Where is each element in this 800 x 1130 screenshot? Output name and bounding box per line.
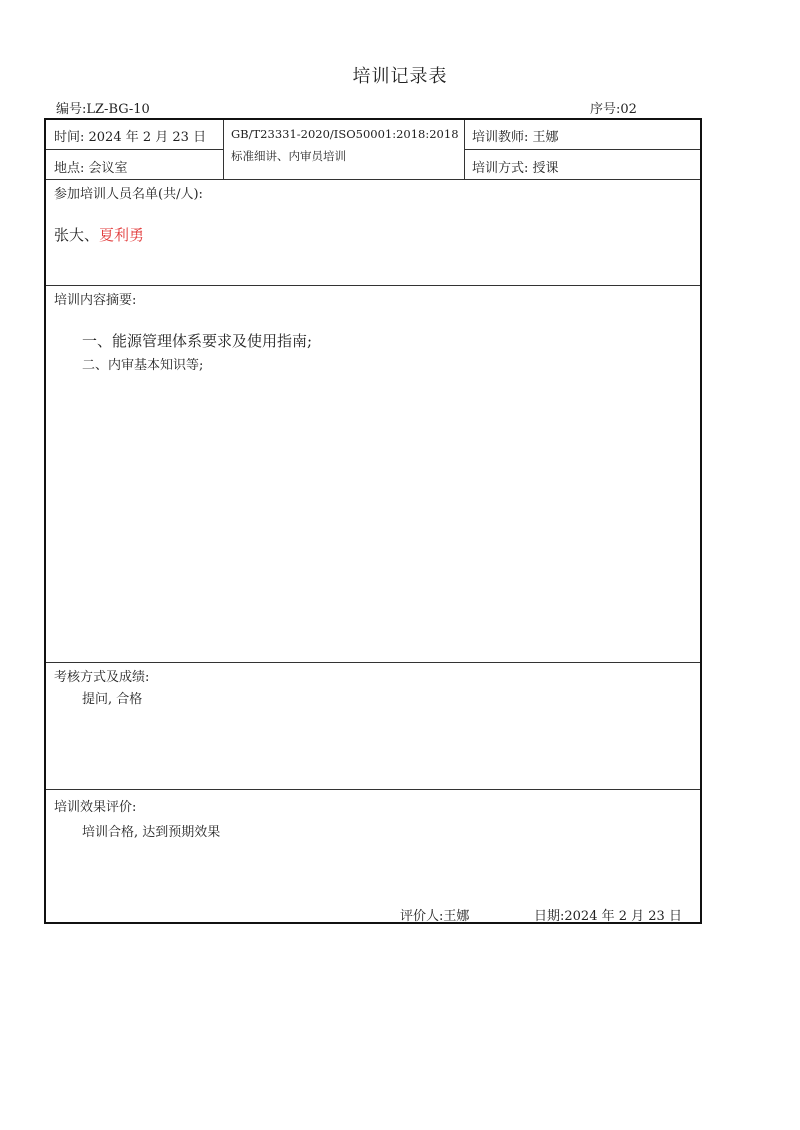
divider bbox=[464, 149, 700, 150]
divider bbox=[46, 285, 700, 286]
divider bbox=[46, 179, 700, 180]
content-item-2: 二、内审基本知识等; bbox=[82, 358, 204, 373]
assessment-label: 考核方式及成绩: bbox=[54, 670, 150, 685]
training-method: 培训方式: 授课 bbox=[472, 161, 559, 176]
evaluation-value: 培训合格, 达到预期效果 bbox=[82, 825, 221, 840]
training-place: 地点: 会议室 bbox=[54, 161, 128, 176]
participant-name-highlight: 夏利勇 bbox=[99, 226, 145, 244]
divider bbox=[223, 120, 224, 179]
training-time: 时间: 2024 年 2 月 23 日 bbox=[54, 130, 207, 145]
training-record-form bbox=[44, 118, 702, 924]
participants-list bbox=[54, 224, 144, 245]
divider bbox=[464, 120, 465, 179]
content-item-1: 一、能源管理体系要求及使用指南; bbox=[82, 332, 313, 350]
serial-number: 序号:02 bbox=[590, 102, 637, 117]
training-standard: GB/T23331-2020/ISO50001:2018:2018 标准细讲、内审员培训 bbox=[231, 127, 459, 163]
divider bbox=[46, 149, 223, 150]
participant-name: 张大、 bbox=[54, 226, 100, 244]
evaluator: 评价人:王娜 bbox=[400, 909, 470, 924]
participants-label: 参加培训人员名单(共/人): bbox=[54, 187, 203, 202]
assessment-value: 提问, 合格 bbox=[82, 692, 143, 707]
divider bbox=[46, 662, 700, 663]
divider bbox=[46, 789, 700, 790]
evaluation-date: 日期:2024 年 2 月 23 日 bbox=[534, 909, 682, 924]
document-code: 编号:LZ-BG-10 bbox=[56, 102, 150, 117]
evaluation-label: 培训效果评价: bbox=[54, 800, 137, 815]
page-title: 培训记录表 bbox=[352, 66, 448, 87]
content-label: 培训内容摘要: bbox=[54, 293, 137, 308]
training-teacher: 培训教师: 王娜 bbox=[472, 130, 559, 145]
